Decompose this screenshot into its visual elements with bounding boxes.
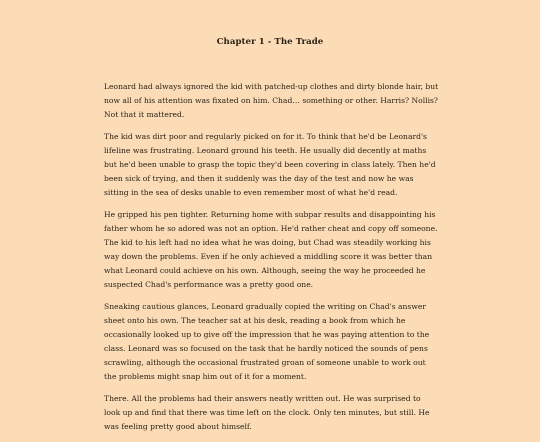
- paragraph: There. All the problems had their answers neatly written out. He was surprised to look up and find that there was time left on the clock. Only ten minutes, but still. He was feeling pretty good about himself.: [104, 394, 430, 431]
- chapter-title: Chapter 1 - The Trade: [216, 37, 324, 47]
- chapter-body: [104, 80, 439, 442]
- paragraph: He gripped his pen tighter. Returning home with subpar results and disappointing his father whom he so adored was not an option. He'd rather cheat and copy off someone. The kid to his left had no idea what he was doing, but Chad was steadily working his way down the problems. Even if he only achieved a middling score it was better than what Leonard could achieve on his own. Although, seeing the way he proceeded he suspected Chad's performance was a pretty good one.: [104, 210, 438, 289]
- paragraph: Leonard had always ignored the kid with patched-up clothes and dirty blonde hair, but now all of his attention was fixated on him. Chad… something or other. Harris? Nollis? Not that it mattered.: [104, 82, 439, 119]
- paragraph: Sneaking cautious glances, Leonard gradually copied the writing on Chad's answer sheet onto his own. The teacher sat at his desk, reading a book from which he occasionally looked up to give off the impression that he was paying attention to the class. Leonard was so focused on the task that he hardly noticed the sounds of pens scrawling, although the occasional frustrated groan of someone unable to work out the problems might snap him out of it for a moment.: [104, 302, 430, 381]
- paragraph: The kid was dirt poor and regularly picked on for it. To think that he'd be Leonard's lifeline was frustrating. Leonard ground his teeth. He usually did decently at maths but he'd been unable to grasp the topic they'd been covering in class lately. Then he'd been sick of trying, and then it suddenly was the day of the test and now he was sitting in the sea of desks unable to even remember most of what he'd read.: [104, 132, 436, 197]
